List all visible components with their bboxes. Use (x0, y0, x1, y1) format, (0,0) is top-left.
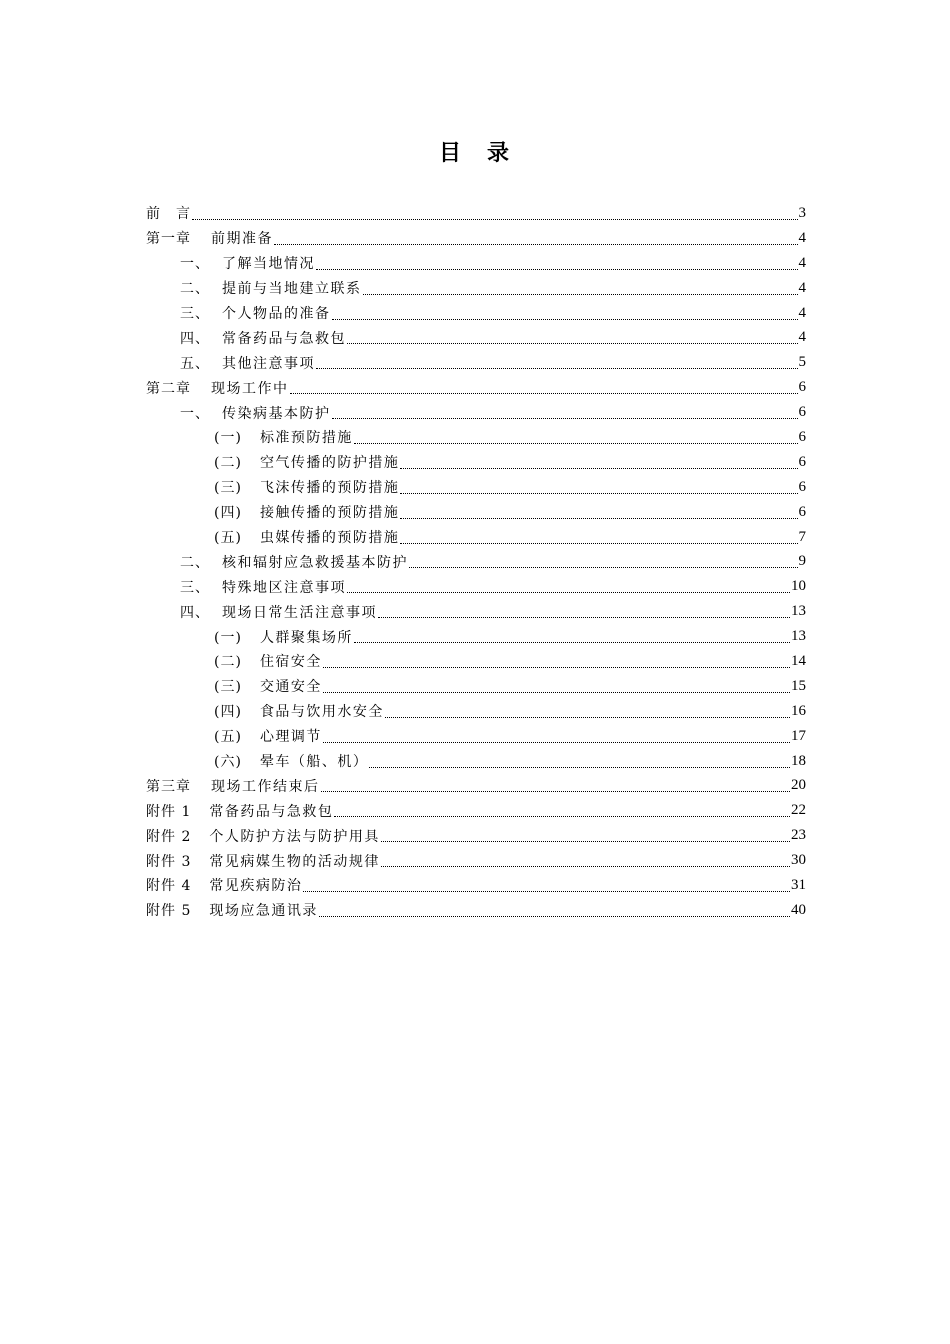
toc-entry[interactable] (146, 649, 806, 674)
toc-entry-page-number: 40 (791, 901, 806, 918)
toc-entry-title: 现场工作中 (211, 380, 289, 397)
toc-entry-title: 现场日常生活注意事项 (222, 604, 377, 621)
toc-entry[interactable] (146, 475, 806, 500)
toc-entry-title: 核和辐射应急救援基本防护 (222, 554, 408, 571)
dot-leader (369, 753, 790, 768)
toc-entry-page-number: 13 (791, 603, 806, 620)
toc-entry-title: 人群聚集场所 (259, 629, 353, 646)
toc-entry-page-number: 14 (791, 652, 806, 669)
toc-entry[interactable] (146, 624, 806, 649)
toc-entry-title: 前期准备 (211, 231, 273, 248)
toc-entry-page-number: 4 (798, 279, 806, 296)
toc-entry-title: 常见疾病防治 (209, 878, 303, 895)
dot-leader (319, 902, 790, 917)
toc-entry-page-number: 5 (798, 354, 806, 371)
toc-entry-number: (五) (214, 729, 242, 746)
toc-entry-number: 附件 5 (146, 903, 192, 920)
toc-entry-page-number: 7 (798, 528, 806, 545)
toc-entry-title: 食品与饮用水安全 (259, 704, 384, 721)
dot-leader (323, 728, 790, 743)
page-title: 目 录 (438, 141, 511, 166)
toc-entry-title: 现场应急通讯录 (209, 903, 318, 920)
toc-entry-title: 飞沫传播的预防措施 (259, 480, 400, 497)
toc-entry[interactable] (146, 226, 806, 251)
toc-entry[interactable] (146, 425, 806, 450)
toc-entry-title: 特殊地区注意事项 (222, 579, 346, 596)
toc-entry-number: 二、 (180, 281, 210, 298)
toc-entry-number: (一) (214, 430, 242, 447)
toc-entry[interactable] (146, 848, 806, 873)
dot-leader (363, 280, 798, 295)
dot-leader (400, 504, 797, 519)
toc-entry-page-number: 4 (798, 304, 806, 321)
dot-leader (334, 802, 790, 817)
toc-entry-page-number: 17 (791, 727, 806, 744)
toc-entry-page-number: 6 (798, 453, 806, 470)
toc-entry-page-number: 22 (791, 802, 806, 819)
toc-entry-number: (一) (214, 629, 242, 646)
table-of-contents (146, 201, 806, 923)
dot-leader (347, 578, 790, 593)
dot-leader (332, 404, 798, 419)
toc-entry-page-number: 4 (798, 229, 806, 246)
dot-leader (332, 305, 798, 320)
dot-leader (385, 703, 790, 718)
toc-entry-number: 三、 (180, 306, 210, 322)
dot-leader (354, 628, 790, 643)
toc-entry[interactable] (146, 898, 806, 923)
toc-entry-number: 四、 (180, 330, 210, 347)
dot-leader (347, 329, 798, 344)
toc-entry-number: 前 言 (146, 206, 191, 223)
toc-entry-page-number: 23 (791, 827, 806, 844)
toc-entry-title: 现场工作结束后 (211, 778, 320, 795)
toc-entry-page-number: 4 (798, 329, 806, 346)
toc-entry[interactable] (146, 525, 806, 550)
dot-leader (400, 479, 797, 494)
toc-entry[interactable] (146, 276, 806, 301)
toc-entry[interactable] (146, 599, 806, 624)
toc-entry[interactable] (146, 251, 806, 276)
toc-entry-page-number: 4 (798, 254, 806, 271)
toc-entry-page-number: 6 (798, 478, 806, 495)
toc-entry-page-number: 3 (798, 204, 806, 221)
toc-entry-title: 空气传播的防护措施 (259, 455, 400, 472)
dot-leader (378, 603, 790, 618)
toc-entry-title: 心理调节 (259, 729, 322, 746)
toc-entry-number: (三) (214, 679, 242, 696)
dot-leader (316, 255, 798, 270)
toc-entry-number: (二) (214, 654, 242, 671)
toc-entry-page-number: 15 (791, 677, 806, 694)
toc-entry-title: 提前与当地建立联系 (222, 281, 362, 298)
toc-entry-page-number: 9 (798, 553, 806, 570)
dot-leader (400, 529, 797, 544)
toc-entry[interactable] (146, 574, 806, 599)
toc-entry[interactable] (146, 749, 806, 774)
toc-entry[interactable] (146, 350, 806, 375)
toc-entry[interactable] (146, 375, 806, 400)
dot-leader (274, 230, 798, 245)
toc-entry-page-number: 16 (791, 702, 806, 719)
toc-entry[interactable] (146, 699, 806, 724)
toc-entry-title: 交通安全 (259, 679, 322, 696)
toc-entry-page-number: 20 (791, 777, 806, 794)
dot-leader (323, 678, 790, 693)
toc-entry[interactable] (146, 301, 806, 326)
dot-leader (323, 653, 790, 668)
dot-leader (303, 877, 790, 892)
toc-entry-page-number: 18 (791, 752, 806, 769)
toc-entry[interactable] (146, 450, 806, 475)
toc-entry[interactable] (146, 500, 806, 525)
dot-leader (381, 852, 790, 867)
toc-entry-title: 接触传播的预防措施 (259, 505, 400, 522)
toc-entry-page-number: 6 (798, 404, 806, 421)
toc-entry-title: 常备药品与急救包 (209, 803, 334, 820)
toc-entry-number: 五、 (180, 355, 210, 372)
dot-leader (316, 354, 798, 369)
toc-entry-page-number: 30 (791, 852, 806, 869)
toc-entry-number: (六) (214, 754, 242, 771)
toc-entry-number: 四、 (180, 604, 210, 621)
toc-entry-number: 附件 4 (146, 878, 192, 895)
toc-entry-number: 一、 (180, 405, 210, 422)
toc-entry-title: 晕车（船、机） (259, 754, 369, 771)
toc-entry-number: (五) (214, 530, 242, 547)
toc-entry[interactable] (146, 798, 806, 823)
toc-entry[interactable] (146, 724, 806, 749)
dot-leader (381, 827, 790, 842)
toc-entry[interactable] (146, 873, 806, 898)
toc-entry-title: 传染病基本防护 (222, 405, 331, 422)
toc-entry-title: 了解当地情况 (222, 256, 315, 273)
toc-entry-number: 三、 (180, 579, 210, 596)
toc-entry[interactable] (146, 674, 806, 699)
toc-entry-number: 第三章 (146, 778, 191, 795)
toc-entry-title: 常见病媒生物的活动规律 (209, 853, 380, 870)
toc-entry-page-number: 6 (798, 428, 806, 445)
dot-leader (409, 553, 798, 568)
toc-entry-number: 附件 3 (146, 853, 192, 870)
toc-entry-number: (二) (214, 455, 242, 472)
dot-leader (192, 205, 798, 220)
toc-entry-page-number: 10 (791, 578, 806, 595)
toc-entry-title: 虫媒传播的预防措施 (259, 530, 400, 547)
toc-entry[interactable] (146, 400, 806, 425)
dot-leader (321, 777, 791, 792)
dot-leader (290, 379, 798, 394)
toc-entry-number: (四) (214, 704, 242, 721)
toc-entry-number: 附件 2 (146, 828, 192, 845)
toc-entry[interactable] (146, 773, 806, 798)
toc-entry-page-number: 6 (798, 379, 806, 396)
toc-entry-page-number: 13 (791, 628, 806, 645)
toc-entry-number: (三) (214, 480, 242, 497)
dot-leader (400, 454, 797, 469)
toc-entry-title: 常备药品与急救包 (222, 330, 346, 347)
toc-entry-number: 第一章 (146, 231, 191, 248)
toc-entry[interactable] (146, 549, 806, 574)
toc-entry-title: 个人物品的准备 (222, 306, 331, 322)
toc-entry-number: 附件 1 (146, 803, 192, 820)
toc-entry-page-number: 6 (798, 503, 806, 520)
toc-entry-page-number: 31 (791, 876, 806, 893)
toc-entry-title: 个人防护方法与防护用具 (209, 828, 380, 845)
toc-entry-title: 标准预防措施 (259, 430, 353, 447)
toc-entry-number: 第二章 (146, 380, 191, 397)
toc-entry-title: 住宿安全 (259, 654, 322, 671)
toc-entry[interactable] (146, 325, 806, 350)
toc-entry-number: 二、 (180, 554, 210, 571)
toc-entry-number: (四) (214, 505, 242, 522)
toc-entry[interactable] (146, 823, 806, 848)
dot-leader (354, 429, 798, 444)
toc-entry[interactable] (146, 201, 806, 226)
toc-entry-title: 其他注意事项 (222, 355, 315, 372)
toc-entry-number: 一、 (180, 256, 210, 273)
